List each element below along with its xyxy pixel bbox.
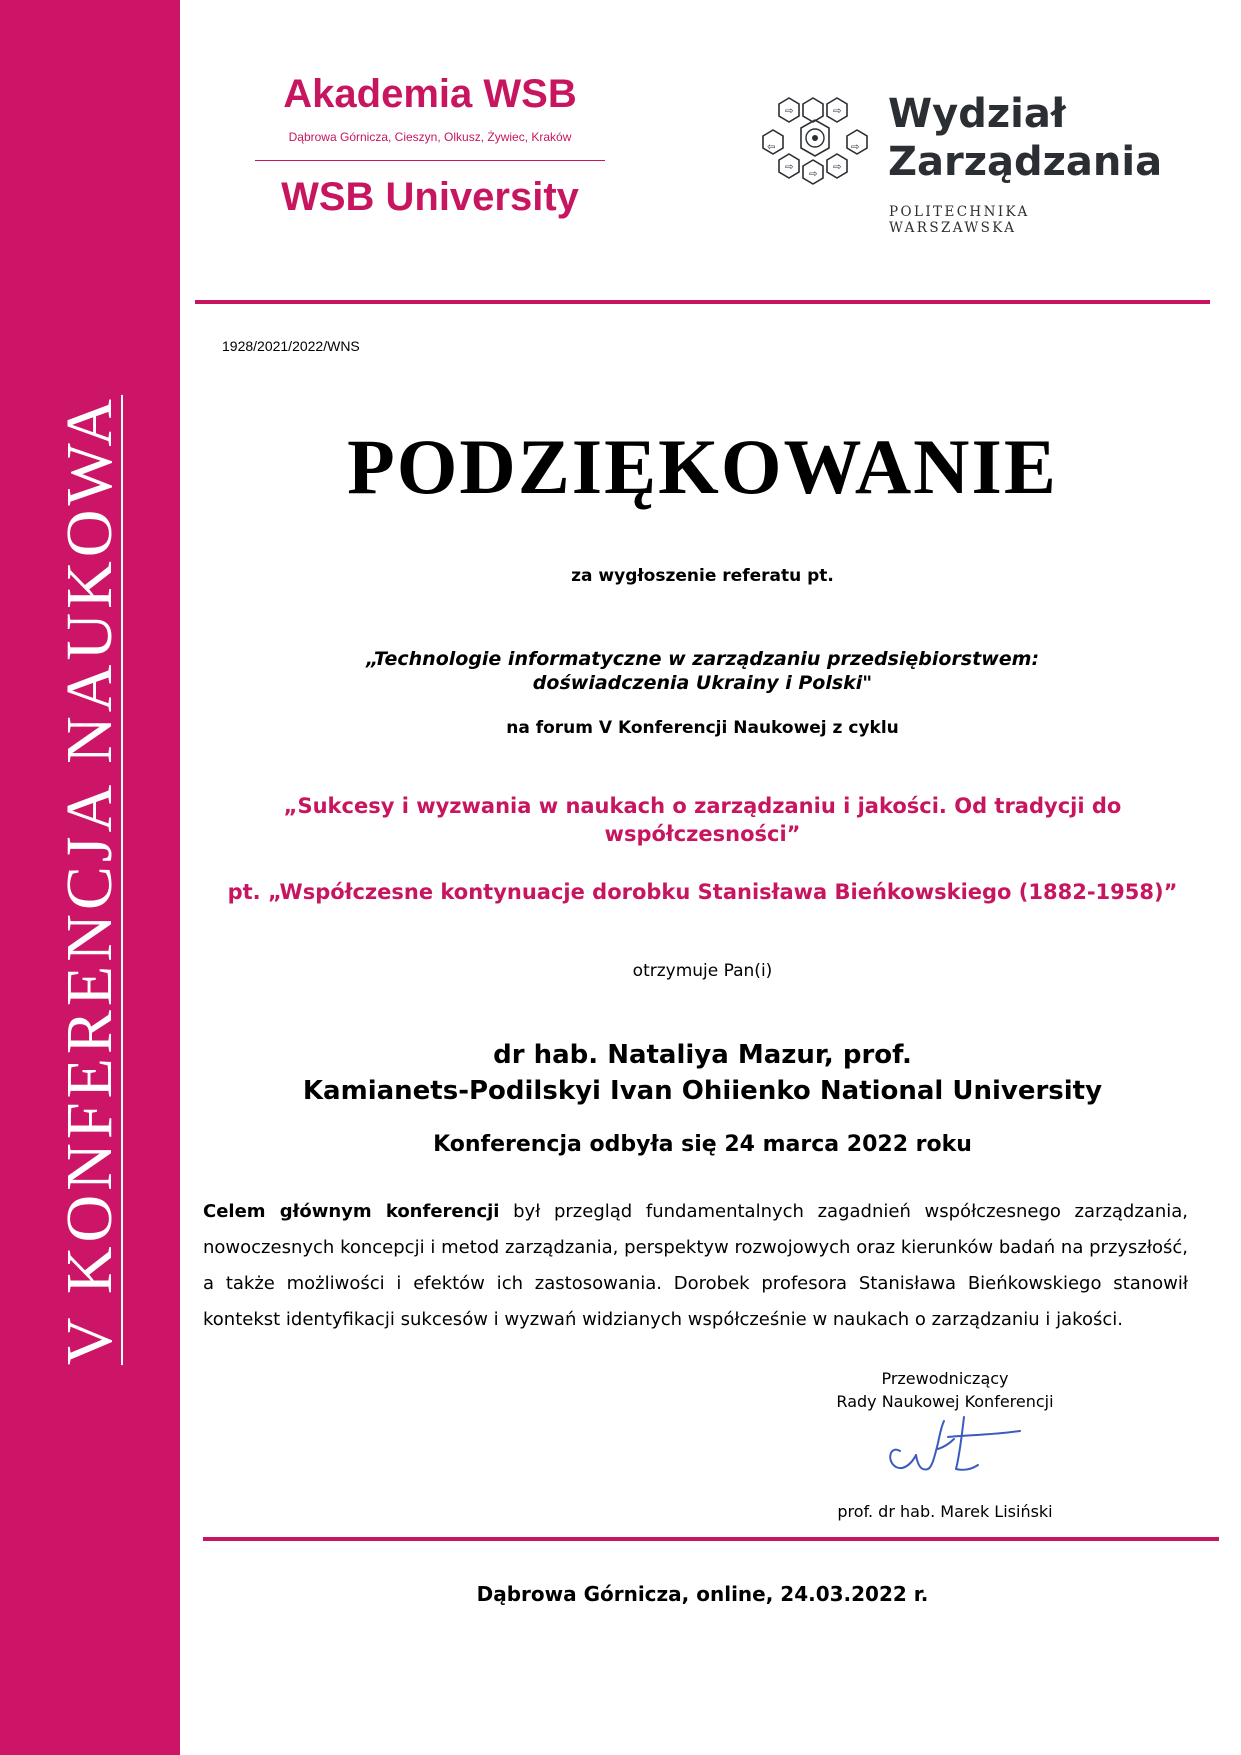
- svg-text:⇨: ⇨: [785, 162, 794, 173]
- paragraph-lead: Celem głównym konferencji: [203, 1201, 500, 1222]
- signatory-name: prof. dr hab. Marek Lisiński: [837, 1502, 1053, 1521]
- wsb-logo-divider: [255, 160, 605, 161]
- reference-number: 1928/2021/2022/WNS: [222, 338, 360, 354]
- svg-text:⇨: ⇨: [833, 106, 842, 117]
- conference-date-text: Konferencja odbyła się 24 marca 2022 roku: [433, 1132, 972, 1157]
- handwritten-signature: [872, 1413, 1032, 1483]
- forum-text: na forum V Konferencji Naukowej z cyklu: [506, 718, 899, 738]
- svg-text:⇨: ⇨: [785, 106, 794, 117]
- wsb-logo-university: WSB University: [281, 175, 579, 219]
- svg-text:⇨: ⇨: [809, 169, 818, 180]
- receives-text: otrzymuje Pan(i): [632, 961, 773, 981]
- wsb-logo-name: Akademia WSB: [283, 72, 577, 116]
- description-paragraph: [203, 1194, 1188, 1338]
- recipient-institution: Kamianets-Podilskyi Ivan Ohiienko National University: [302, 1076, 1103, 1106]
- recipient-name: dr hab. Nataliya Mazur, prof.: [493, 1040, 912, 1070]
- akademia-wsb-logo: [255, 74, 605, 217]
- svg-text:⇦: ⇦: [767, 142, 776, 153]
- document-title: PODZIĘKOWANIE: [347, 423, 1058, 510]
- recipient: [195, 1037, 1210, 1109]
- conference-topic: pt. „Współczesne kontynuacje dorobku Stanisława Bieńkowskiego (1882-1958)”: [227, 880, 1178, 904]
- footer-place-date: Dąbrowa Górnicza, online, 24.03.2022 r.: [476, 1582, 929, 1606]
- sidebar-title: V KONFERENCJA NAUKOWA: [53, 394, 126, 1366]
- footer-divider: [203, 1537, 1219, 1541]
- wsb-logo-cities: Dąbrowa Górnicza, Cieszyn, Olkusz, Żywiec, Kraków: [288, 130, 572, 144]
- svg-text:⇨: ⇨: [833, 162, 842, 173]
- intro-text: za wygłoszenie referatu pt.: [571, 566, 834, 586]
- paper-title: „Technologie informatyczne w zarządzaniu przedsiębiorstwem: doświadczenia Ukrainy i Polski": [365, 648, 1040, 694]
- wz-logo-subtitle: POLITECHNIKA WARSZAWSKA: [889, 204, 1030, 236]
- signatory-role: Przewodniczący Rady Naukowej Konferencji: [836, 1369, 1054, 1411]
- hexagon-emblem-icon: [755, 94, 877, 188]
- wz-logo-title: Wydział Zarządzania: [888, 91, 1163, 185]
- header-divider: [195, 300, 1210, 304]
- sidebar-band: [0, 0, 180, 1755]
- svg-text:⇨: ⇨: [851, 142, 860, 153]
- conference-title: „Sukcesy i wyzwania w naukach o zarządzaniu i jakości. Od tradycji do współczesności”: [283, 794, 1122, 846]
- wydzial-zarzadzania-logo: [755, 90, 1163, 236]
- paragraph-body: był przegląd fundamentalnych zagadnień współczesnego zarządzania, nowoczesnych koncepcji i metod zarządzania, perspektyw rozwojowych oraz kierunków badań na przyszłość, a także możliwości i efektów ich zastosowania. Dorobek profesora Stanisława Bieńkowskiego stanowił kontekst identyfikacji sukcesów i wyzwań widzianych współcześnie w naukach o zarządzaniu i jakości.: [203, 1201, 1188, 1330]
